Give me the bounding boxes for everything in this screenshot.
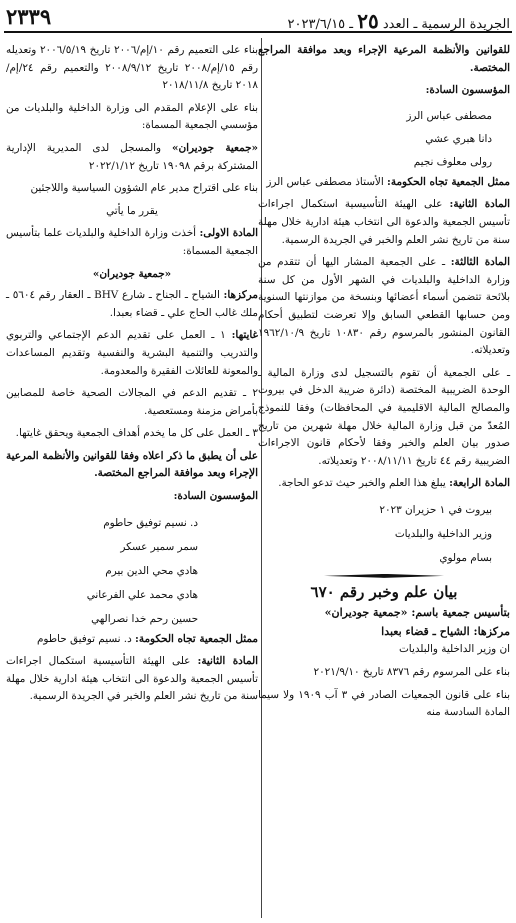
article-3-label: المادة الثالثة:	[450, 256, 510, 269]
article-4-text: يبلغ هذا العلم والخبر حيث تدعو الحاجة.	[278, 477, 450, 490]
association-center	[6, 287, 258, 322]
rep-label: ممثل الجمعية تجاه الحكومة:	[387, 175, 510, 188]
article-4	[258, 475, 510, 493]
law-note: على أن يطبق ما ذكر اعلاه وفقا للقوانين والأنظمة المرعية الإجراء وبعد موافقة المراجع المختصة.	[6, 449, 258, 480]
article-2-label: المادة الثانية:	[197, 655, 259, 668]
divider-ornament	[324, 574, 444, 578]
journal-name: الجريدة الرسمية ـ العدد	[382, 17, 510, 32]
journal-title	[288, 9, 510, 33]
founder-name: هادي محي الدين بيرم	[105, 564, 198, 577]
government-representative	[258, 174, 510, 192]
founders-list	[6, 511, 258, 631]
rep-name: الأستاذ مصطفى عباس الرز	[266, 175, 388, 188]
center-text: الشياح ـ الجناح ـ شارع BHV ـ العقار رقم ٥٦٠٤ ـ ملك غالب الحاج علي ـ قضاء بعبدا.	[6, 289, 258, 319]
intro-text: للقوانين والأنظمة المرعية الإجراء وبعد موافقة المراجع المختصة.	[258, 44, 510, 74]
article-3-text: ـ على الجمعية المشار اليها أن تتقدم من وزارة الداخلية والبلديات في الشهر الأول من كل سنة بلائحة تتضمن أسماء أعضائها وبنسخة من موازنتها السنوية ومن حسابها القطعي السابق وإلا تعرضت لتطبيق أحكام القانون المنشور بالمرسوم رقم ١٠٨٣٠ تاريخ ١٩٦٢/١٠/٩ وتعديلاته.	[258, 256, 510, 357]
association-name: «جمعية جوديران»	[172, 141, 258, 154]
page-number: ٢٣٣٩	[6, 4, 52, 29]
section-divider	[258, 574, 510, 578]
goal-1: ١ ـ العمل على تقديم الدعم الإجتماعي والتربوي والتدريب والتنمية البشرية والنفسية وتقديم المساعدات والمعونة للعائلات الفقيرة والمعدومة.	[6, 329, 258, 377]
article-3-tax: ـ على الجمعية أن تقوم بالتسجيل لدى وزارة المالية ـ الوحدة الضريبية المختصة (دائرة ضريبة الدخل في بيروت والمصالح المالية الاقليمية في المحافظات) وفقا للنموذج المُعدّ من قبل وزارة المالية خلال مهلة شهرين من تاريخ صدور بيان العلم والخبر وفقا لأحكام قانون الاجراءات الضريبية رقم ٤٤ تاريخ ٢٠٠٨/١١/١١ وتعديلاته.	[258, 366, 510, 467]
sign-place-date: بيروت في ١ حزيران ٢٠٢٣	[379, 503, 492, 516]
sign-name: بسام مولوي	[439, 551, 492, 564]
issue-number: ٢٥	[357, 9, 379, 33]
goals-label: غايتها:	[231, 329, 258, 342]
center-label: مركزها:	[223, 289, 258, 302]
association-registration	[6, 140, 258, 175]
article-3	[258, 254, 510, 360]
article-4-label: المادة الرابعة:	[449, 477, 510, 490]
declaration-para: بناء على الإعلام المقدم الى وزارة الداخلية والبلديات من مؤسسي الجمعية المسماة:	[6, 101, 258, 132]
founder-name: سمر سمير عسكر	[120, 540, 198, 553]
goals	[6, 327, 258, 380]
sign-title: وزير الداخلية والبلديات	[394, 527, 492, 540]
rep-label: ممثل الجمعية تجاه الحكومة:	[135, 632, 258, 645]
article-2-label: المادة الثانية:	[449, 198, 511, 211]
goal-2: ٢ ـ تقديم الدعم في المجالات الصحية خاصة للمصابين بأمراض مزمنة ومستعصية.	[6, 387, 258, 417]
government-representative	[6, 631, 258, 649]
founder-name: مصطفى عباس الرز	[406, 109, 492, 122]
notice-location: مركزها: الشياح ـ قضاء بعبدا	[381, 625, 510, 639]
notice-subtitle: بتأسيس جمعية باسم: «جمعية جوديران»	[324, 606, 510, 620]
association-name-center: «جمعية جوديران»	[92, 267, 172, 280]
article-2-text: على الهيئة التأسيسية استكمال اجراءات تأسيس الجمعية والدعوة الى انتخاب هيئة ادارية خلال مهلة سنة من تاريخ نشر العلم والخبر في الجريدة الرسمية.	[258, 198, 510, 246]
article-2-text: على الهيئة التأسيسية استكمال اجراءات تأسيس الجمعية والدعوة الى انتخاب هيئة ادارية خلال مهلة سنة من تاريخ نشر العلم والخبر في الجريدة الرسمية.	[6, 655, 258, 703]
decides-heading: يقرر ما يأتي	[106, 204, 158, 217]
header-rule	[4, 31, 512, 33]
article-1	[6, 225, 258, 260]
right-column	[258, 42, 510, 727]
founder-name: حسين رحم خدا نصرالهي	[91, 612, 198, 625]
founders-label: المؤسسون السادة:	[173, 490, 258, 503]
founder-name: دانا هبري عشي	[425, 132, 492, 145]
notice-para: بناء على المرسوم رقم ٨٣٧٦ تاريخ ٢٠٢١/٩/١٠	[313, 666, 510, 679]
article-2	[6, 653, 258, 706]
article-1-text: أخذت وزارة الداخلية والبلديات علما بتأسيس الجمعية المسماة:	[6, 227, 258, 257]
article-2	[258, 196, 510, 249]
founder-name: د. نسيم توفيق حاطوم	[103, 516, 198, 529]
notice-title: بيان علم وخبر رقم ٦٧٠	[310, 582, 458, 601]
article-1-label: المادة الاولى:	[199, 227, 258, 240]
founders-label: المؤسسون السادة:	[425, 84, 510, 97]
founder-name: هادي محمد علي الفرعاني	[86, 588, 198, 601]
circulars-para: بناء على التعميم رقم ١٠/إم/٢٠٠٦ تاريخ ٢٠٠٦/٥/١٩ وتعديله رقم ١٥/إم/٢٠٠٨ تاريخ ٢٠٠٨/٩/١٢ والتعميم رقم ٢٤/إم/٢٠١٨ تاريخ ٢٠١٨/١١/٨	[6, 44, 259, 92]
issue-date: ـ ٢٠٢٣/٦/١٥	[287, 17, 354, 32]
page-header	[0, 0, 516, 34]
proposal-para: بناء على اقتراح مدير عام الشؤون السياسية واللاجئين	[30, 182, 258, 195]
founder-name: رولى معلوف نجيم	[413, 155, 492, 168]
goal-3: ٣ ـ العمل على كل ما يخدم أهداف الجمعية ويحقق غايتها.	[15, 427, 258, 440]
left-column	[6, 42, 258, 711]
registration-text: والمسجل لدى المديرية الإدارية المشتركة برقم ١٩٠٩٨ تاريخ ٢٠٢٢/١/١٢	[6, 141, 258, 172]
founders-list	[258, 105, 510, 174]
rep-name: د. نسيم توفيق حاطوم	[36, 632, 136, 645]
signature-block	[258, 498, 510, 570]
notice-para: ان وزير الداخلية والبلديات	[399, 643, 510, 656]
notice-para: بناء على قانون الجمعيات الصادر في ٣ آب ١٩٠٩ ولا سيما المادة السادسة منه	[258, 688, 510, 719]
